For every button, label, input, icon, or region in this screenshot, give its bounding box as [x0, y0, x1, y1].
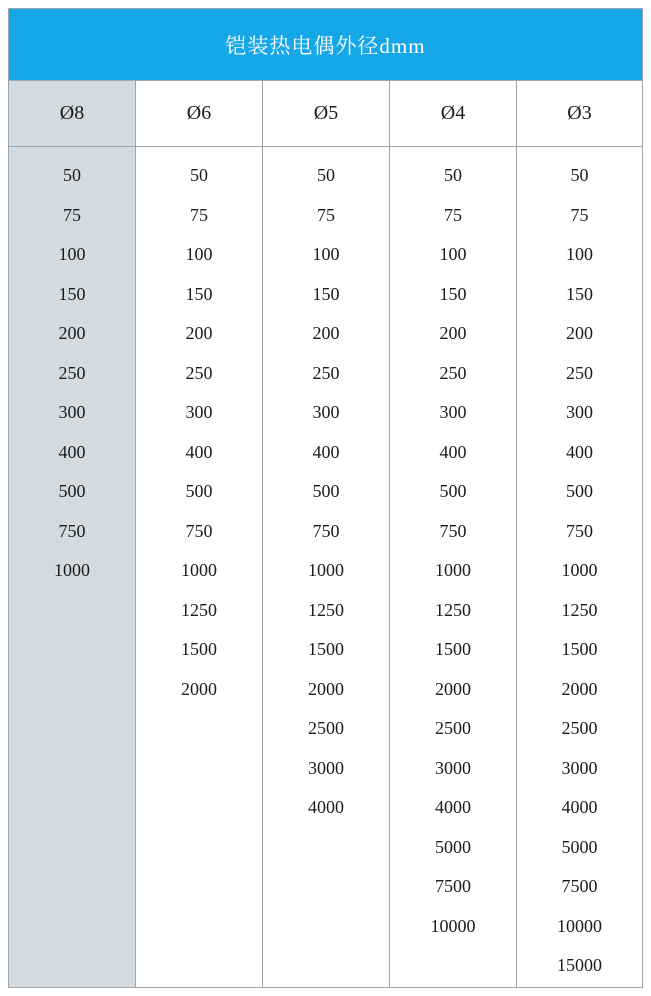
- table-cell: 400: [312, 441, 340, 462]
- table-cell: 100: [566, 244, 593, 264]
- table-cell: 750: [312, 520, 340, 541]
- table-cell: 250: [312, 362, 340, 383]
- table-cell: 50: [190, 165, 208, 185]
- table-cell: 7500: [435, 876, 471, 896]
- table-cell: 2000: [561, 678, 598, 699]
- table-column-d8: [9, 81, 136, 987]
- table-cell: 1250: [561, 599, 598, 620]
- table-cell: 250: [439, 362, 467, 383]
- table-cell: 400: [58, 441, 86, 462]
- table-cell: 250: [58, 362, 86, 383]
- table-cell: 50: [444, 165, 462, 185]
- table-cell: 250: [185, 362, 213, 383]
- table-column-d3: [517, 81, 642, 987]
- table-cell: 500: [58, 481, 86, 501]
- table-cell: 750: [566, 520, 593, 541]
- table-column-d5: [263, 81, 390, 987]
- table-cell: 1500: [561, 639, 598, 659]
- table-cell: 7500: [561, 876, 598, 896]
- table-body: [9, 81, 642, 987]
- table-cell: 2500: [308, 718, 344, 738]
- table-cell: 75: [317, 204, 335, 225]
- column-values-d5: [263, 147, 389, 987]
- column-values-d4: [390, 147, 516, 987]
- table-cell: 1000: [561, 560, 598, 580]
- table-cell: 100: [312, 244, 340, 264]
- table-cell: 1000: [181, 560, 217, 580]
- table-cell: 75: [190, 204, 208, 225]
- table-cell: 15000: [557, 955, 602, 975]
- table-cell: 1250: [435, 599, 471, 620]
- table-cell: 150: [185, 283, 213, 304]
- table-cell: 150: [439, 283, 467, 304]
- table-cell: 200: [566, 323, 593, 343]
- table-column-d4: [390, 81, 517, 987]
- table-cell: 750: [439, 520, 467, 541]
- table-cell: 100: [185, 244, 213, 264]
- table-cell: 3000: [308, 757, 344, 778]
- table-title: 铠装热电偶外径dmm: [9, 9, 642, 81]
- table-cell: 500: [439, 481, 467, 501]
- column-header-d8: Ø8: [9, 81, 135, 147]
- table-cell: 1250: [308, 599, 344, 620]
- table-cell: 1500: [435, 639, 471, 659]
- table-cell: 2000: [435, 678, 471, 699]
- table-cell: 75: [444, 204, 462, 225]
- table-cell: 5000: [561, 836, 598, 857]
- table-cell: 3000: [561, 757, 598, 778]
- column-header-d3: Ø3: [517, 81, 642, 147]
- table-cell: 300: [185, 402, 213, 422]
- table-cell: 300: [439, 402, 467, 422]
- specification-table: [8, 8, 643, 988]
- table-cell: 500: [185, 481, 213, 501]
- table-cell: 150: [58, 283, 86, 304]
- table-cell: 4000: [308, 797, 344, 817]
- table-cell: 75: [570, 204, 589, 225]
- column-header-d5: Ø5: [263, 81, 389, 147]
- table-cell: 500: [566, 481, 593, 501]
- table-cell: 400: [439, 441, 467, 462]
- table-cell: 4000: [435, 797, 471, 817]
- table-cell: 75: [63, 204, 81, 225]
- table-cell: 1500: [308, 639, 344, 659]
- table-cell: 10000: [557, 915, 602, 936]
- table-cell: 400: [185, 441, 213, 462]
- table-cell: 2000: [181, 678, 217, 699]
- table-cell: 200: [58, 323, 86, 343]
- table-cell: 1500: [181, 639, 217, 659]
- table-cell: 5000: [435, 836, 471, 857]
- table-cell: 500: [312, 481, 340, 501]
- table-cell: 50: [63, 165, 81, 185]
- table-cell: 1000: [308, 560, 344, 580]
- table-cell: 4000: [561, 797, 598, 817]
- table-cell: 2500: [561, 718, 598, 738]
- column-values-d8: [9, 147, 135, 987]
- table-cell: 400: [566, 441, 593, 462]
- table-cell: 200: [439, 323, 467, 343]
- table-cell: 750: [185, 520, 213, 541]
- table-cell: 50: [317, 165, 335, 185]
- column-header-d6: Ø6: [136, 81, 262, 147]
- column-header-d4: Ø4: [390, 81, 516, 147]
- table-column-d6: [136, 81, 263, 987]
- table-cell: 750: [58, 520, 86, 541]
- table-cell: 300: [312, 402, 340, 422]
- table-cell: 150: [566, 283, 593, 304]
- table-cell: 50: [570, 165, 589, 185]
- column-values-d3: [517, 147, 642, 987]
- table-cell: 2000: [308, 678, 344, 699]
- column-values-d6: [136, 147, 262, 987]
- table-cell: 200: [312, 323, 340, 343]
- table-cell: 250: [566, 362, 593, 383]
- table-cell: 1250: [181, 599, 217, 620]
- table-cell: 10000: [430, 915, 476, 936]
- table-cell: 3000: [435, 757, 471, 778]
- table-cell: 2500: [435, 718, 471, 738]
- table-cell: 200: [185, 323, 213, 343]
- table-cell: 100: [58, 244, 86, 264]
- table-cell: 300: [566, 402, 593, 422]
- table-cell: 100: [439, 244, 467, 264]
- table-cell: 1000: [54, 560, 90, 580]
- table-cell: 1000: [435, 560, 471, 580]
- table-cell: 150: [312, 283, 340, 304]
- table-cell: 300: [58, 402, 86, 422]
